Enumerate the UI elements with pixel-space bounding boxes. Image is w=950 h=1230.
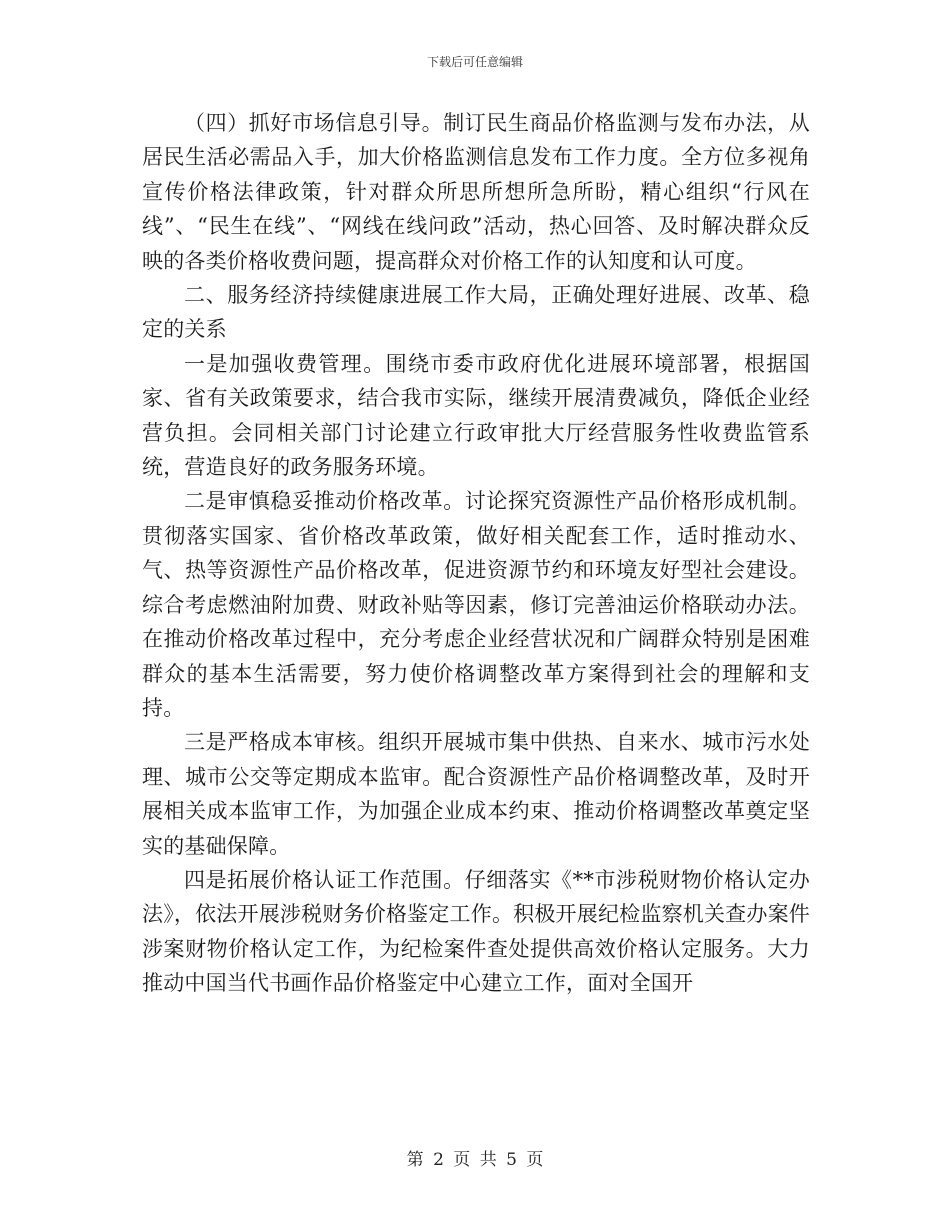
section-heading-two: 二、服务经济持续健康进展工作大局，正确处理好进展、改革、稳定的关系 <box>142 283 810 342</box>
document-body <box>142 106 810 1001</box>
page-header: 下载后可任意编辑 <box>426 55 523 69</box>
page-number: 第 2 页 共 5 页 <box>406 1150 544 1170</box>
paragraph-cost-audit: 三是严格成本审核。组织开展城市集中供热、自来水、城市污水处理、城市公交等定期成本监审。配合资源性产品价格调整改革，及时开展相关成本监审工作，为加强企业成本约束、推动价格调整改革奠定坚实的基础保障。 <box>142 730 810 858</box>
paragraph-market-info: （四）抓好市场信息引导。制订民生商品价格监测与发布办法，从居民生活必需品入手，加大价格监测信息发布工作力度。全方位多视角宣传价格法律政策，针对群众所思所想所急所盼，精心组织“行风在线”、“民生在线”、“网线在线问政”活动，热心回答、及时解决群众反映的各类价格收费问题，提高群众对价格工作的认知度和认可度。 <box>142 111 810 273</box>
paragraph-price-reform: 二是审慎稳妥推动价格改革。讨论探究资源性产品价格形成机制。贯彻落实国家、省价格改革政策，做好相关配套工作，适时推动水、气、热等资源性产品价格改革，促进资源节约和环境友好型社会建设。综合考虑燃油附加费、财政补贴等因素，修订完善油运价格联动办法。在推动价格改革过程中，充分考虑企业经营状况和广阔群众特别是困难群众的基本生活需要，努力使价格调整改革方案得到社会的理解和支持。 <box>142 489 810 720</box>
paragraph-price-certification: 四是拓展价格认证工作范围。仔细落实《**市涉税财物价格认定办法》，依法开展涉税财务价格鉴定工作。积极开展纪检监察机关查办案件涉案财物价格认定工作，为纪检案件查处提供高效价格认定服务。大力推动中国当代书画作品价格鉴定中心建立工作，面对全国开 <box>142 867 810 996</box>
paragraph-fee-management: 一是加强收费管理。围绕市委市政府优化进展环境部署，根据国家、省有关政策要求，结合我市实际，继续开展清费减负，降低企业经营负担。会同相关部门讨论建立行政审批大厅经营服务性收费监管系统，营造良好的政务服务环境。 <box>142 351 810 480</box>
